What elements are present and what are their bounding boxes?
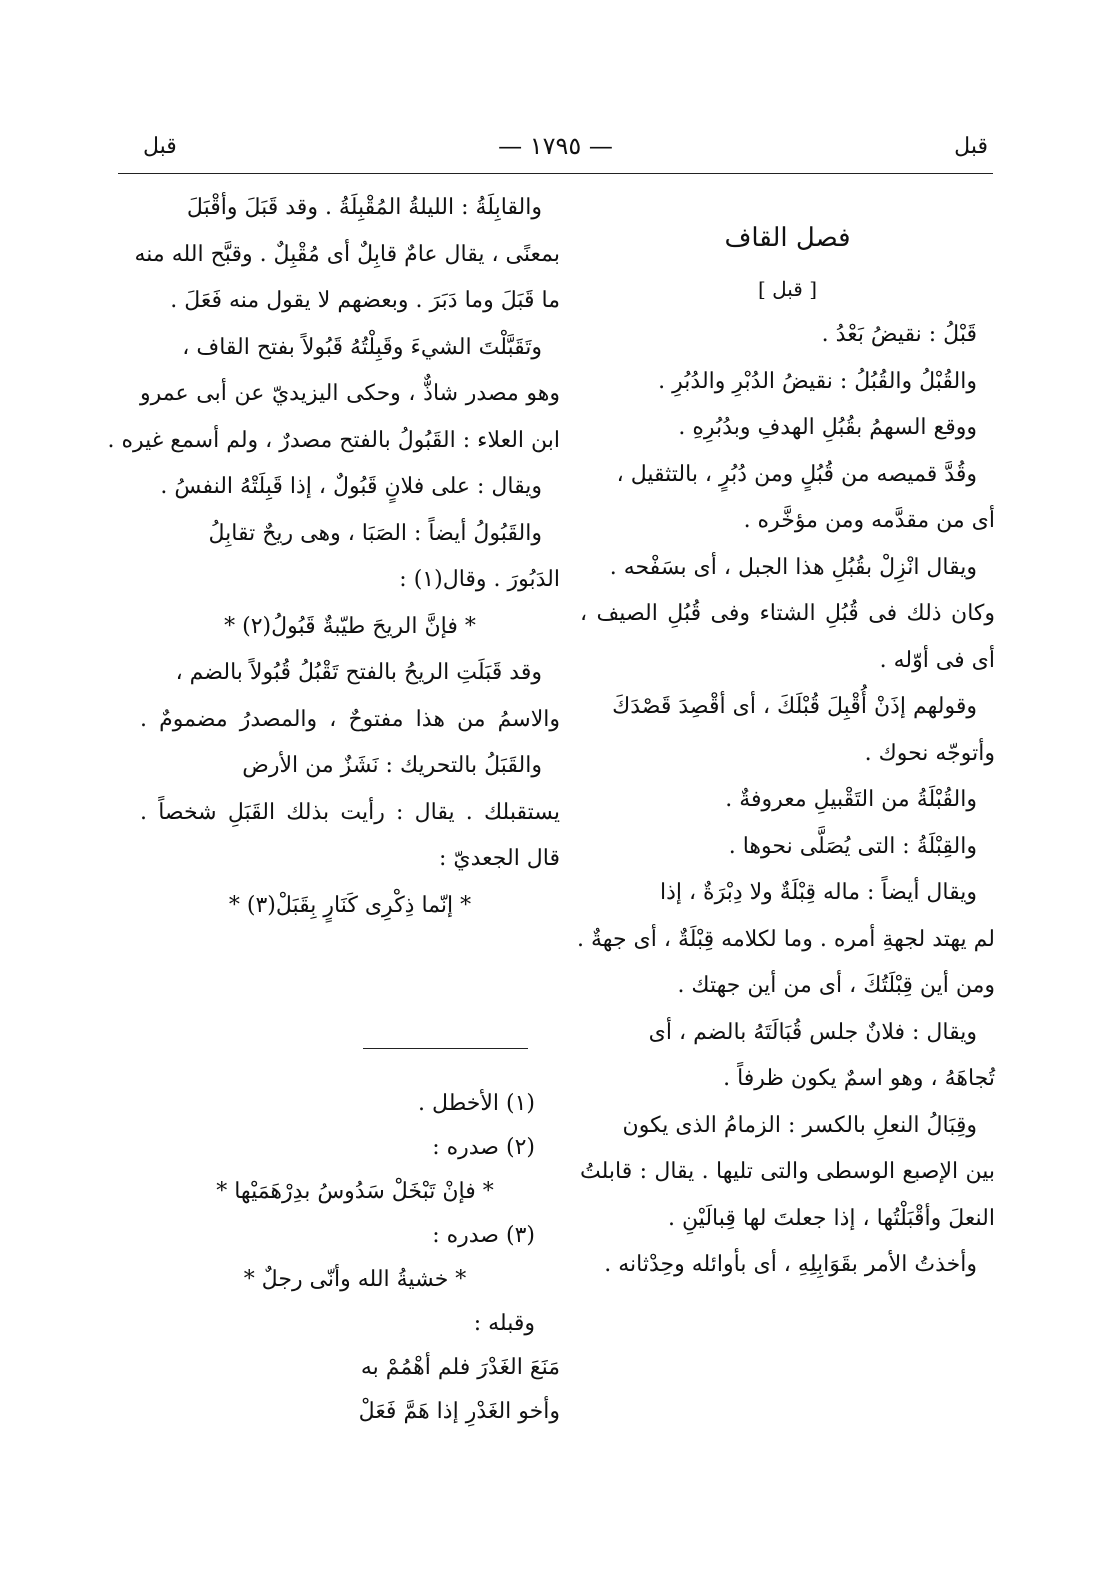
page-number: — ١٧٩٥ — [498, 132, 613, 160]
text-line: والقُبْلُ والقُبُلُ : نقيضُ الدُبْرِ والدُبُرِ . [658, 368, 977, 394]
text-line: وقُدَّ قميصه من قُبُلٍ ومن دُبُرٍ ، بالتثقيل ، [616, 461, 977, 487]
text-line: ويقال : فلانٌ جلس قُبَالَتَهُ بالضم ، أى [648, 1019, 977, 1045]
text-line: والاسمُ من هذا مفتوحٌ ، والمصدرُ مضمومٌ . [140, 706, 560, 732]
text-line: ويقال انْزِلْ بقُبُلِ هذا الجبل ، أى بسَفْحه . [609, 554, 977, 580]
text-line: يستقبلك . يقال : رأيت بذلك القَبَلِ شخصاً . [140, 799, 560, 825]
text-line: وقولهم إذَنْ أُقْبِلَ قُبْلَكَ ، أى أقْصِدَ قَصْدَكَ [612, 694, 977, 719]
footnote-rule [363, 1048, 528, 1049]
text-line: وأخذتُ الأمر بقَوَابِلِهِ ، أى بأوائله وحِدْثانه . [604, 1252, 977, 1277]
text-line: الدَبُورَ . وقال(١) : [399, 567, 560, 592]
text-line: بين الإصبع الوسطى والتى تليها . يقال : قابلتُ [580, 1159, 995, 1184]
footnote-line: (١) الأخطل . [418, 1091, 535, 1116]
text-line: النعلَ وأقْبَلْتُها ، إذا جعلتَ لها قِبالَيْنِ . [667, 1205, 995, 1231]
text-line: وهو مصدر شاذٌّ ، وحكى اليزيديّ عن أبى عمرو [140, 381, 560, 406]
header-headword-right: قبل [954, 134, 988, 159]
text-line: ويقال : على فلانٍ قَبُولٌ ، إذا قَبِلَتْهُ النفسُ . [160, 474, 542, 499]
footnote-verse: مَنَعَ الغَدْرَ فلم أهْمُمْ به [360, 1355, 560, 1380]
text-line: والقَبُولُ أيضاً : الصَبَا ، وهى ريحٌ تقابِلُ [208, 520, 542, 546]
text-line: وتَقَبَّلْتَ الشيءَ وقَبِلْتُهُ قَبُولاً بفتح القاف ، [182, 334, 542, 360]
text-line: ومن أين قِبْلَتُكَ ، أى من أين جهتك . [677, 973, 995, 998]
footnote-verse: * خشيةُ الله وأنّى رجلٌ * [243, 1267, 467, 1292]
verse-line: * فإنَّ الريحَ طيّبةٌ قَبُولُ(٢) * [224, 613, 476, 639]
header-rule [118, 173, 993, 174]
text-line: وقِبَالُ النعلِ بالكسر : الزمامُ الذى يكون [622, 1112, 977, 1138]
text-line: وكان ذلك فى قُبُلِ الشتاء وفى قُبُلِ الصيف ، [580, 601, 995, 626]
text-line: وأتوجّه نحوك . [864, 740, 995, 766]
footnote-line: (٣) صدره : [432, 1223, 535, 1248]
left-column [107, 185, 560, 929]
text-line: قَبْلُ : نقيضُ بَعْدُ . [821, 322, 977, 347]
text-line: أى فى أوّله . [879, 647, 995, 673]
footnote-line: وقبله : [473, 1311, 535, 1336]
footnotes [150, 1082, 560, 1434]
section-title: فصل القاف [724, 223, 851, 253]
text-line: قال الجعديّ : [439, 846, 560, 871]
verse-line: * إنّما ذِكْرِى كَنَارٍ بِقَبَلْ(٣) * [228, 892, 472, 918]
text-line: والقُبْلَةُ من التَقْبيلِ معروفةٌ . [725, 787, 977, 812]
footnote-verse: وأخو الغَدْرِ إذا هَمَّ فَعَلْ [358, 1399, 560, 1424]
text-line: تُجاهَهُ ، وهو اسمٌ يكون ظرفاً . [723, 1066, 995, 1091]
text-line: لم يهتد لجهةِ أمره . وما لكلامه قِبْلَةٌ ، أى جهةٌ . [577, 926, 995, 952]
text-line: والقِبْلَةُ : التى يُصَلَّى نحوها . [728, 833, 977, 859]
text-line: وقد قَبَلَتِ الريحُ بالفتح تَقْبُلُ قُبُولاً بالضم ، [175, 660, 542, 685]
text-line: ابن العلاء : القَبُولُ بالفتح مصدرٌ ، ولم أسمع غيره . [107, 427, 560, 453]
text-line: ووقع السهمُ بقُبُلِ الهدفِ وبدُبُرِهِ . [678, 415, 977, 440]
text-line: والقَبَلُ بالتحريك : نَشَزٌ من الأرض [242, 753, 542, 778]
footnote-line: (٢) صدره : [432, 1135, 535, 1160]
text-line: والقابِلَةُ : الليلةُ المُقْبِلَةُ . وقد قَبَلَ وأقْبَلَ [186, 195, 542, 220]
header-headword-left: قبل [143, 134, 177, 159]
page-header [118, 128, 993, 172]
text-line: أى من مقدَّمه ومن مؤخَّره . [743, 508, 995, 533]
right-column [577, 190, 995, 1289]
text-line: ما قَبَلَ وما دَبَرَ . وبعضهم لا يقول منه فَعَلَ . [170, 288, 560, 313]
entry-tag: [ قبل ] [757, 277, 818, 301]
text-line: بمعنًى ، يقال عامٌ قابِلٌ أى مُقْبِلٌ . وقبَّح الله منه [134, 241, 560, 267]
footnote-verse: * فإنْ تَبْخَلْ سَدُوسُ بدِرْهَمَيْها * [216, 1179, 494, 1204]
text-line: ويقال أيضاً : ماله قِبْلَةٌ ولا دِبْرَةٌ ، إذا [659, 880, 977, 905]
